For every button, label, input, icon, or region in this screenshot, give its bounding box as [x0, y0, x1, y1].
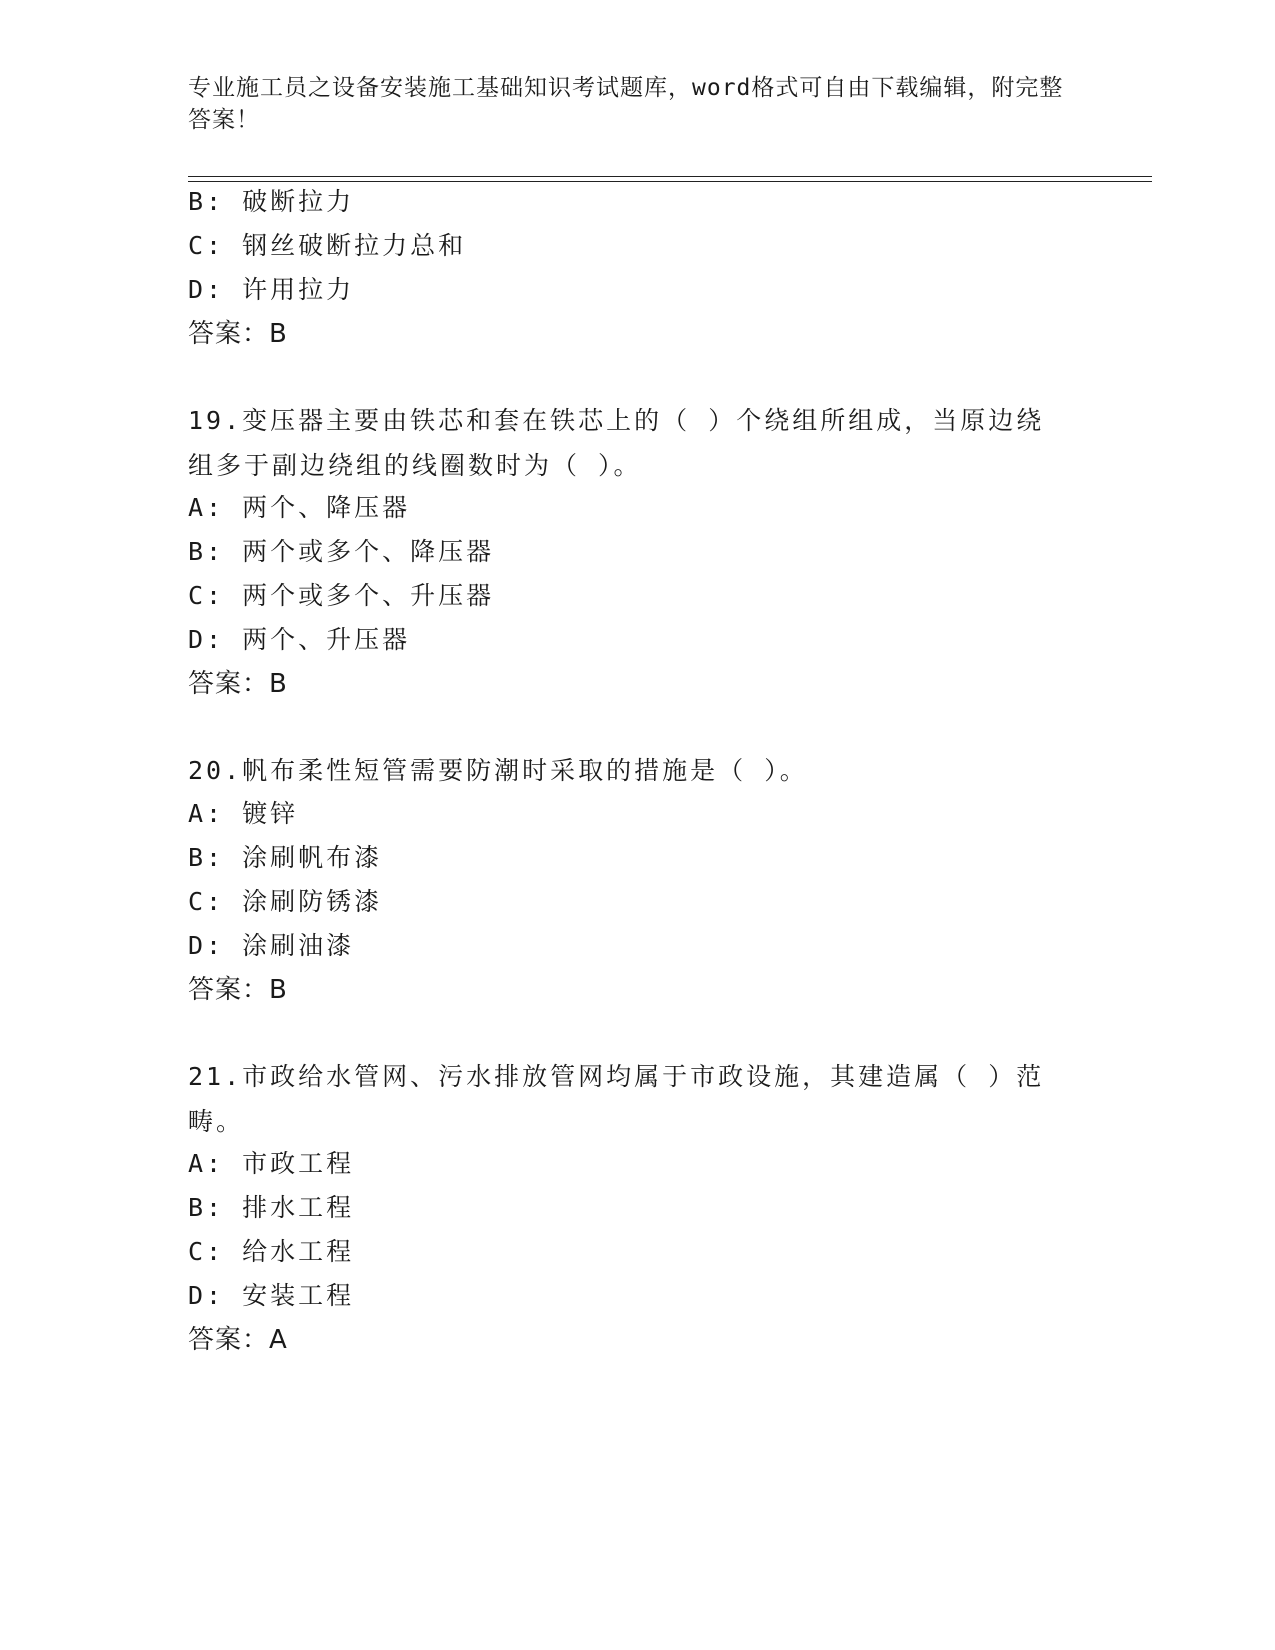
answer: 答案：B: [188, 669, 288, 699]
option-d: D: 许用拉力: [188, 275, 355, 304]
option-c: C: 两个或多个、升压器: [188, 581, 495, 610]
option-b: B: 破断拉力: [188, 187, 355, 216]
option-a: A: 镀锌: [188, 799, 299, 828]
option-d: D: 两个、升压器: [188, 625, 411, 654]
option-c: C: 给水工程: [188, 1237, 355, 1266]
question-stem: 20.帆布柔性短管需要防潮时采取的措施是（ ）。: [188, 756, 808, 785]
option-d: D: 安装工程: [188, 1281, 355, 1310]
header-rule-bottom: [188, 181, 1152, 182]
option-a: A: 两个、降压器: [188, 493, 411, 522]
option-b: B: 涂刷帆布漆: [188, 843, 383, 872]
page-header: 专业施工员之设备安装施工基础知识考试题库，word格式可自由下载编辑，附完整答案！: [188, 75, 1064, 133]
option-b: B: 两个或多个、降压器: [188, 537, 495, 566]
answer: 答案：A: [188, 1325, 288, 1355]
option-c: C: 钢丝破断拉力总和: [188, 231, 467, 260]
option-b: B: 排水工程: [188, 1193, 355, 1222]
answer: 答案：B: [188, 975, 288, 1005]
header-rule-top: [188, 176, 1152, 177]
question-stem: 19.变压器主要由铁芯和套在铁芯上的（ ）个绕组所组成，当原边绕组多于副边绕组的线圈数时为（ ）。: [188, 406, 1045, 480]
option-d: D: 涂刷油漆: [188, 931, 355, 960]
question-stem: 21.市政给水管网、污水排放管网均属于市政设施，其建造属（ ）范畴。: [188, 1062, 1045, 1136]
answer: 答案：B: [188, 319, 288, 349]
option-a: A: 市政工程: [188, 1149, 355, 1178]
option-c: C: 涂刷防锈漆: [188, 887, 383, 916]
